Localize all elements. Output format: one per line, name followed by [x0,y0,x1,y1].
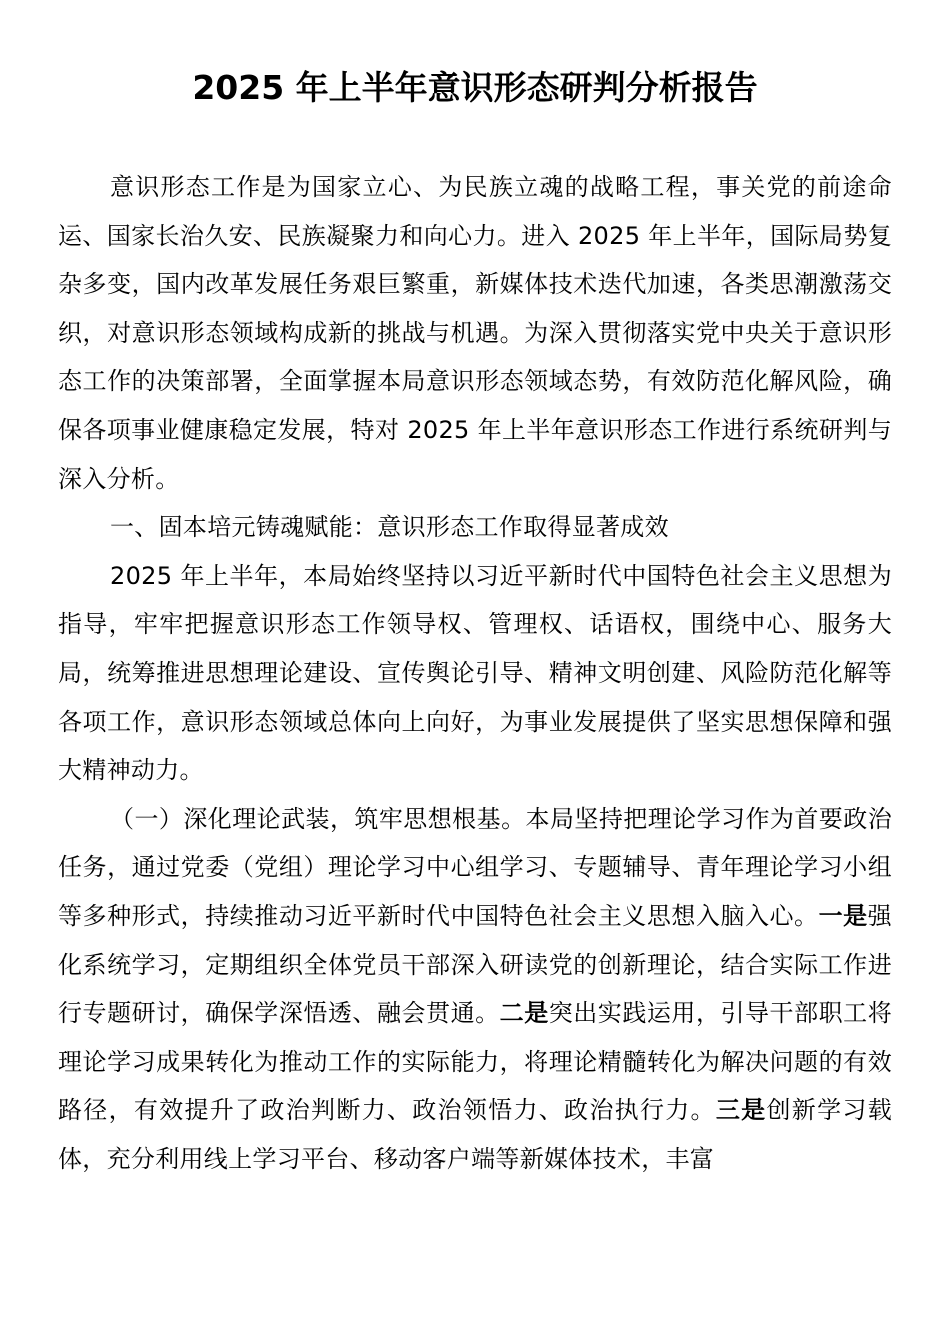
subsection-1-lead: （一）深化理论武装，筑牢思想根基。本局坚持把理论学习作为首要政治任务，通过党委（党组）理论学习中心组学习、专题辅导、青年理论学习小组等多种形式，持续推动习近平新时代中国特色社会主义思想入脑入心。 [58,804,892,930]
document-title: 2025 年上半年意识形态研判分析报告 [192,68,758,107]
section-1-paragraph: 2025 年上半年，本局始终坚持以习近平新时代中国特色社会主义思想为指导，牢牢把握意识形态工作领导权、管理权、话语权，围绕中心、服务大局，统筹推进思想理论建设、宣传舆论引导、精神文明创建、风险防范化解等各项工作，意识形态领域总体向上向好，为事业发展提供了坚实思想保障和强大精神动力。 [58,561,892,785]
point-1-text: 强化系统学习，定期组织全体党员干部深入研读党的创新理论，结合实际工作进行专题研讨，确保学深悟透、融会贯通。 [58,901,892,1028]
section-1-heading: 一、固本培元铸魂赋能：意识形态工作取得显著成效 [110,513,669,542]
intro-paragraph: 意识形态工作是为国家立心、为民族立魂的战略工程，事关党的前途命运、国家长治久安、民族凝聚力和向心力。进入 2025 年上半年，国际局势复杂多变，国内改革发展任务艰巨繁重，新媒体技术迭代加速，各类思潮激荡交织，对意识形态领域构成新的挑战与机遇。为深入贯彻落实党中央关于意识形态工作的决策部署，全面掌握本局意识形态领域态势，有效防范化解风险，确保各项事业健康稳定发展，特对 2025 年上半年意识形态工作进行系统研判与深入分析。 [58,173,892,493]
document-body [58,163,892,1183]
subsection-1-paragraph [58,795,892,1184]
point-3-label: 三是 [715,1096,767,1125]
point-3-text: 创新学习载体，充分利用线上学习平台、移动客户端等新媒体技术，丰富 [58,1096,892,1173]
point-1-label: 一是 [818,901,868,930]
point-2-text: 突出实践运用，引导干部职工将理论学习成果转化为推动工作的实际能力，将理论精髓转化为解决问题的有效路径，有效提升了政治判断力、政治领悟力、政治执行力。 [58,999,892,1125]
point-2-label: 二是 [499,999,549,1028]
